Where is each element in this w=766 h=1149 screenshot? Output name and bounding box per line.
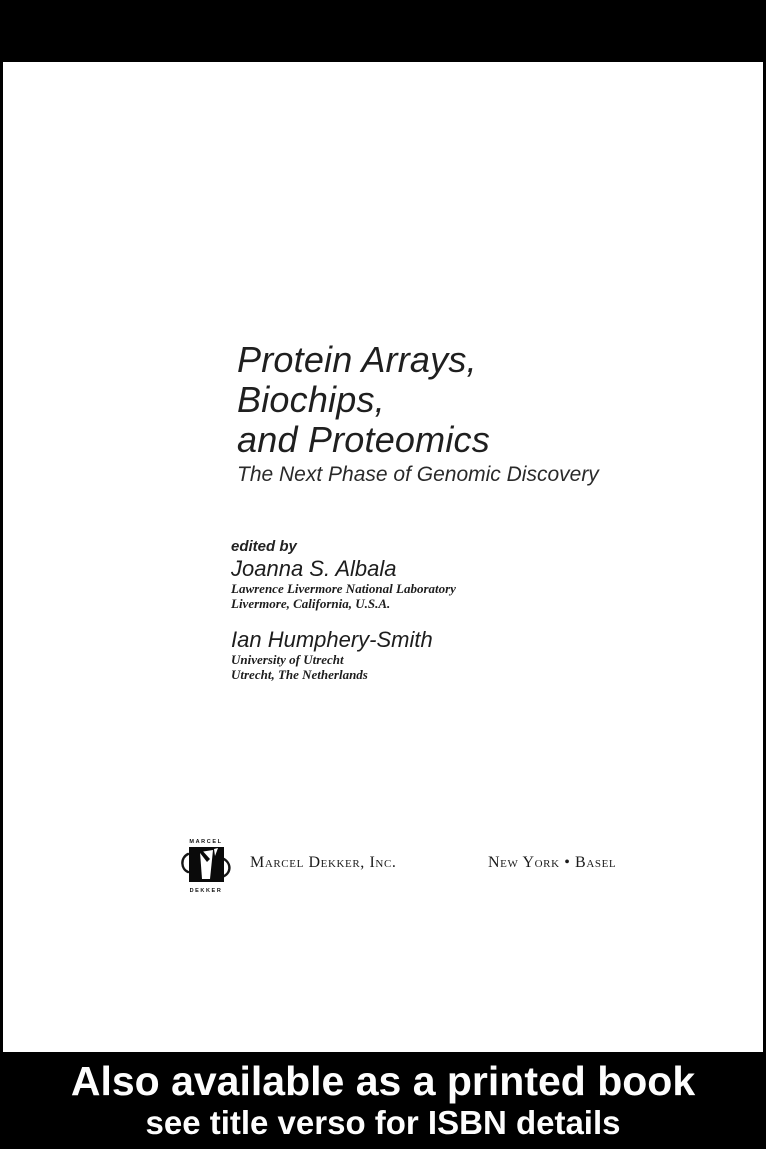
- banner-line-1: Also available as a printed book: [70, 1058, 696, 1104]
- editors-block: [231, 538, 456, 682]
- editor-1-affiliation-line-2: Livermore, California, U.S.A.: [231, 596, 391, 611]
- book-title-line-1: Protein Arrays,: [237, 339, 477, 380]
- editor-1: [231, 556, 456, 611]
- book-title-line-3: and Proteomics: [237, 419, 490, 460]
- editor-2-name: Ian Humphery-Smith: [231, 627, 433, 652]
- availability-banner: [0, 1052, 766, 1149]
- editor-2-affiliation-line-2: Utrecht, The Netherlands: [231, 667, 368, 682]
- editor-1-affiliation-line-1: Lawrence Livermore National Laboratory: [231, 581, 456, 596]
- marcel-dekker-logo: [179, 835, 233, 893]
- publisher-locations: New York • Basel: [488, 854, 617, 871]
- editor-1-name: Joanna S. Albala: [231, 556, 397, 581]
- publisher-name: Marcel Dekker, Inc.: [250, 854, 397, 871]
- book-title-block: [237, 340, 599, 488]
- editor-2-affiliation-line-1: University of Utrecht: [231, 652, 344, 667]
- book-title-line-2: Biochips,: [237, 379, 385, 420]
- banner-line-2: see title verso for ISBN details: [145, 1104, 621, 1141]
- logo-top-text: MARCEL: [189, 839, 223, 845]
- edited-by-label: edited by: [231, 538, 297, 555]
- editor-2: [231, 627, 456, 682]
- logo-bottom-text: DEKKER: [189, 888, 223, 893]
- book-subtitle: The Next Phase of Genomic Discovery: [237, 463, 599, 486]
- logo-left-hook: [182, 854, 188, 872]
